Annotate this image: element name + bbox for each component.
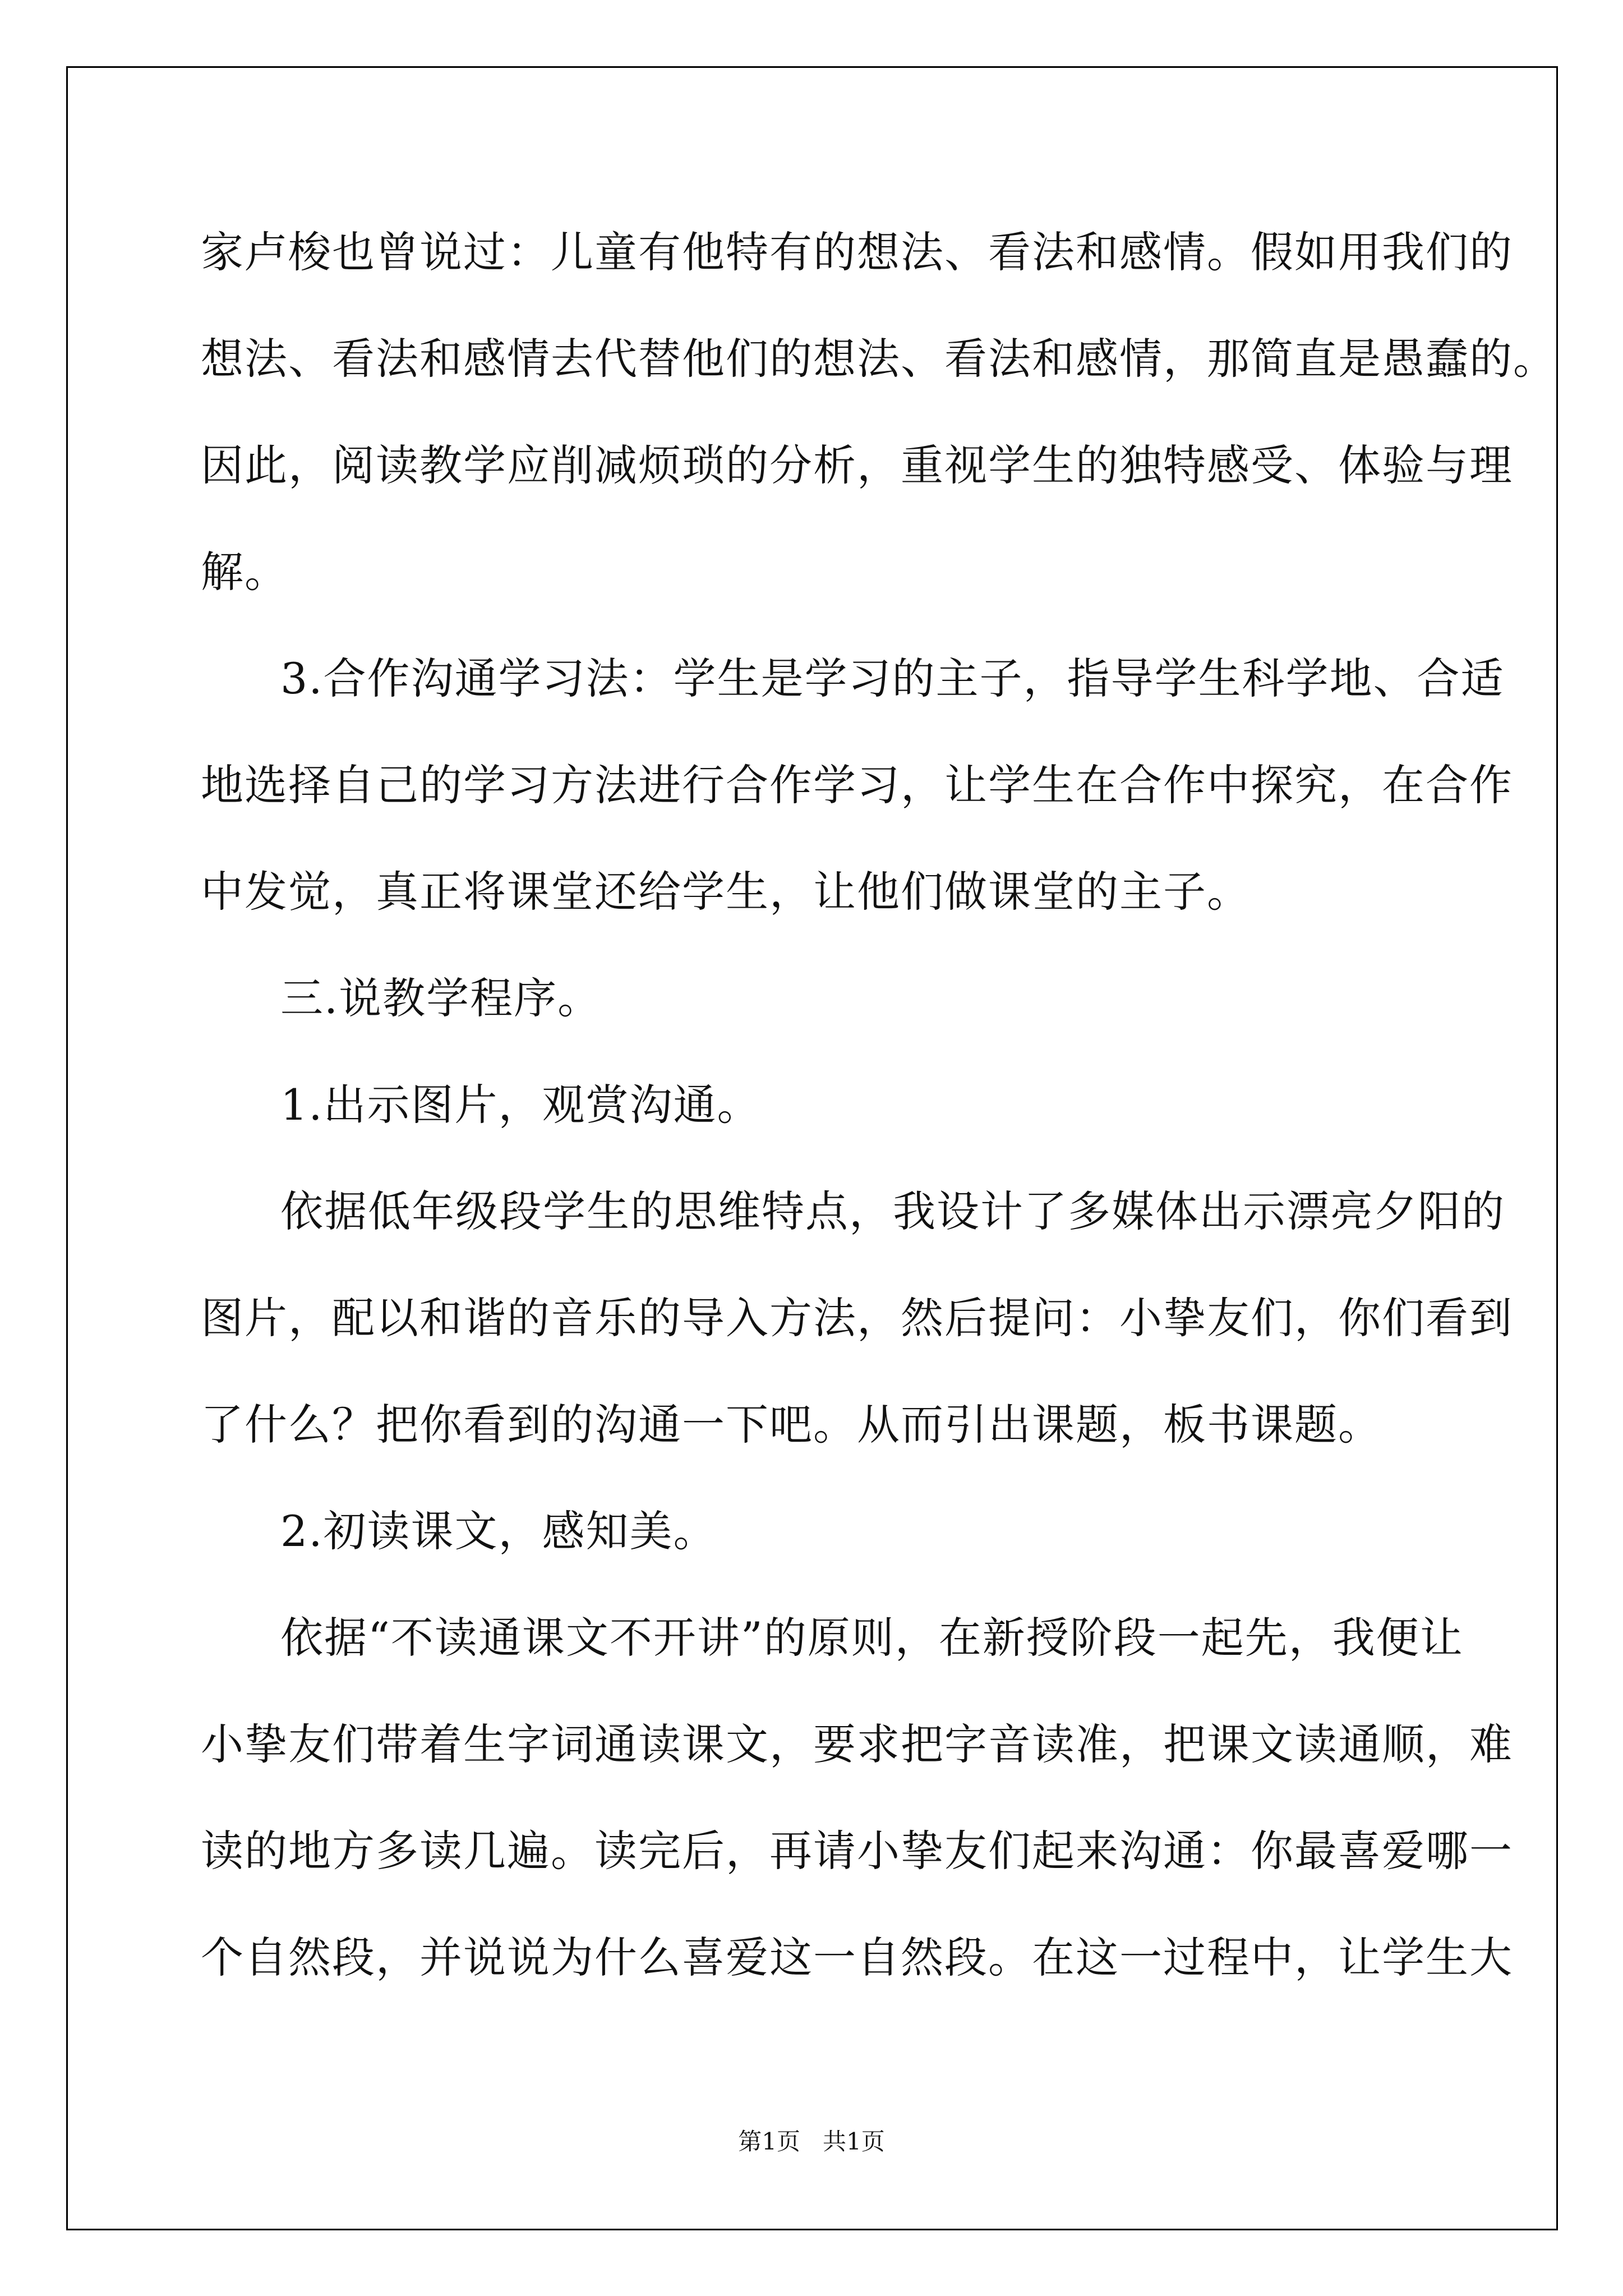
paragraph-start-line: 依据“不读通课文不开讲”的原则，在新授阶段一起先，我便让 — [280, 1613, 1464, 1663]
text-line: 个自然段，并说说为什么喜爱这一自然段。在这一过程中，让学生大 — [201, 1932, 1513, 1982]
text-line: 中发觉，真正将课堂还给学生，让他们做课堂的主子。 — [201, 867, 1251, 917]
text-line: 家卢梭也曾说过：儿童有他特有的想法、看法和感情。假如用我们的 — [201, 227, 1513, 277]
paragraph-start-line: 3.合作沟通学习法：学生是学习的主子，指导学生科学地、合适 — [280, 654, 1505, 703]
text-line: 因此，阅读教学应削减烦琐的分析，重视学生的独特感受、体验与理 — [201, 440, 1513, 490]
text-line: 了什么？把你看到的沟通一下吧。从而引出课题，板书课题。 — [201, 1400, 1382, 1450]
text-line: 地选择自己的学习方法进行合作学习，让学生在合作中探究，在合作 — [201, 760, 1513, 810]
text-line: 小挚友们带着生字词通读课文，要求把字音读准，把课文读通顺，难 — [201, 1719, 1513, 1769]
text-line: 想法、看法和感情去代替他们的想法、看法和感情，那简直是愚蠢的。 — [201, 334, 1557, 384]
section-heading: 三.说教学程序。 — [280, 973, 602, 1023]
subsection-heading: 2.初读课文，感知美。 — [280, 1506, 717, 1556]
page-footer: 第1页 共1页 — [738, 2128, 885, 2155]
text-line: 解。 — [201, 547, 288, 597]
text-line: 图片，配以和谐的音乐的导入方法，然后提问：小挚友们，你们看到 — [201, 1293, 1513, 1343]
text-line: 读的地方多读几遍。读完后，再请小挚友们起来沟通：你最喜爱哪一 — [201, 1826, 1513, 1876]
subsection-heading: 1.出示图片，观赏沟通。 — [280, 1080, 761, 1130]
paragraph-start-line: 依据低年级段学生的思维特点，我设计了多媒体出示漂亮夕阳的 — [280, 1186, 1505, 1236]
